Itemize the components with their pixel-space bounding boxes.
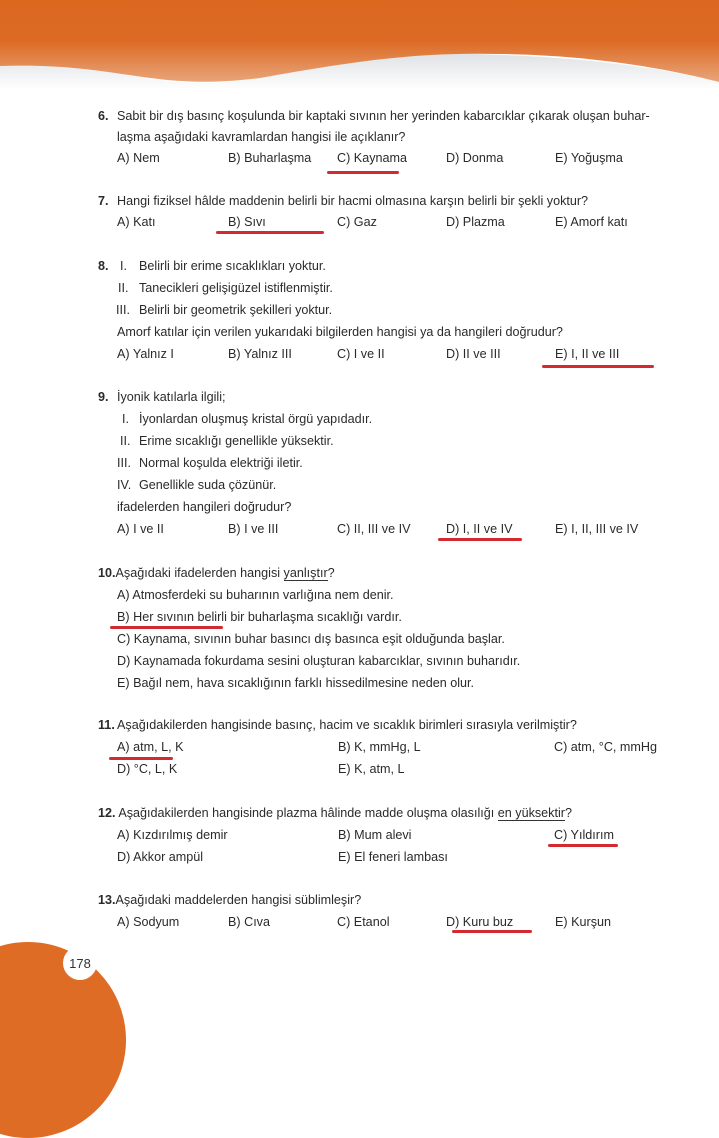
option-a[interactable]: A) Kızdırılmış demir (117, 828, 228, 842)
option-a[interactable]: A) I ve II (117, 522, 164, 536)
question-number: 10. (98, 566, 116, 580)
option-c[interactable]: C) Gaz (337, 215, 377, 229)
option-e[interactable]: E) Yoğuşma (555, 151, 623, 165)
option-e[interactable]: E) K, atm, L (338, 762, 405, 776)
option-b[interactable]: B) Yalnız III (228, 347, 292, 361)
option-d[interactable]: D) °C, L, K (117, 762, 178, 776)
option-e[interactable]: E) El feneri lambası (338, 850, 448, 864)
option-d[interactable]: D) Donma (446, 151, 504, 165)
statement-roman: III. (116, 303, 130, 317)
question-number: 12. (98, 806, 116, 820)
option-c[interactable]: C) II, III ve IV (337, 522, 411, 536)
option-d[interactable]: D) Plazma (446, 215, 505, 229)
question-number: 9. (98, 390, 109, 404)
answer-mark (452, 930, 532, 933)
question-text: Hangi fiziksel hâlde maddenin belirli bir hacmi olmasına karşın belirli bir şekli yoktur? (117, 194, 589, 208)
question-text: 10.Aşağıdaki ifadelerden hangisi yanlıştır? (98, 566, 335, 580)
question-text: Aşağıdakilerden hangisinde basınç, hacim ve sıcaklık birimleri sırasıyla verilmiştir? (117, 718, 577, 732)
option-c[interactable]: C) Kaynama (337, 151, 407, 165)
answer-mark (110, 626, 223, 629)
option-b[interactable]: B) I ve III (228, 522, 279, 536)
option-a[interactable]: A) Nem (117, 151, 160, 165)
option-b[interactable]: B) Mum alevi (338, 828, 412, 842)
option-b[interactable]: B) Cıva (228, 915, 270, 929)
option-c[interactable]: C) atm, °C, mmHg (554, 740, 657, 754)
option-d[interactable]: D) Kuru buz (446, 915, 514, 929)
answer-mark (327, 171, 399, 174)
statement-text: Belirli bir geometrik şekilleri yoktur. (139, 303, 333, 317)
page-corner-decoration (0, 942, 126, 1138)
statement-text: Tanecikleri gelişigüzel istiflenmiştir. (139, 281, 333, 295)
question-text: Sabit bir dış basınç koşulunda bir kaptaki sıvının her yerinden kabarcıklar çıkarak oluşan buhar- (117, 109, 650, 123)
statement-roman: I. (120, 259, 127, 273)
answer-mark (542, 365, 654, 368)
option-c[interactable]: C) Yıldırım (554, 828, 614, 842)
emphasis: yanlıştır (283, 566, 328, 580)
option-d[interactable]: D) II ve III (446, 347, 501, 361)
option-c[interactable]: C) Kaynama, sıvının buhar basıncı dış basınca eşit olduğunda başlar. (117, 632, 505, 646)
answer-mark (438, 538, 522, 541)
option-a[interactable]: A) Katı (117, 215, 156, 229)
option-b[interactable]: B) K, mmHg, L (338, 740, 421, 754)
question-intro: İyonik katılarla ilgili; (117, 390, 226, 404)
statement-roman: III. (117, 456, 131, 470)
question-text: laşma aşağıdaki kavramlardan hangisi ile açıklanır? (117, 130, 406, 144)
question-number: 11. (98, 718, 115, 732)
statement-text: Erime sıcaklığı genellikle yüksektir. (139, 434, 334, 448)
option-b[interactable]: B) Sıvı (228, 215, 266, 229)
header-wave-banner (0, 0, 719, 90)
emphasis: en yüksektir (497, 806, 565, 820)
statement-text: Normal koşulda elektriği iletir. (139, 456, 303, 470)
option-a[interactable]: A) Yalnız I (117, 347, 174, 361)
option-e[interactable]: E) Amorf katı (555, 215, 628, 229)
statement-text: Genellikle suda çözünür. (139, 478, 277, 492)
statement-roman: II. (118, 281, 129, 295)
page-number-badge (63, 946, 97, 980)
question-number: 13. (98, 893, 116, 907)
option-d[interactable]: D) Kaynamada fokurdama sesini oluşturan kabarcıklar, sıvının buharıdır. (117, 654, 521, 668)
option-b[interactable]: B) Buharlaşma (228, 151, 312, 165)
answer-mark (216, 231, 324, 234)
question-number: 7. (98, 194, 109, 208)
statement-text: İyonlardan oluşmuş kristal örgü yapıdadır. (139, 412, 373, 426)
option-b[interactable]: B) Her sıvının belirli bir buharlaşma sıcaklığı vardır. (117, 610, 402, 624)
option-e[interactable]: E) I, II ve III (555, 347, 620, 361)
option-e[interactable]: E) Bağıl nem, hava sıcaklığının farklı hissedilmesine neden olur. (117, 676, 475, 690)
option-a[interactable]: A) Atmosferdeki su buharının varlığına nem denir. (117, 588, 394, 602)
option-e[interactable]: E) I, II, III ve IV (555, 522, 639, 536)
question-prompt: Amorf katılar için verilen yukarıdaki bilgilerden hangisi ya da hangileri doğrudur? (117, 325, 563, 339)
option-c[interactable]: C) Etanol (337, 915, 390, 929)
option-d[interactable]: D) I, II ve IV (446, 522, 513, 536)
statement-roman: II. (120, 434, 131, 448)
question-prompt: ifadelerden hangileri doğrudur? (117, 500, 292, 514)
option-d[interactable]: D) Akkor ampül (117, 850, 204, 864)
page-number: 178 (69, 955, 91, 971)
statement-roman: IV. (117, 478, 132, 492)
question-text: 13.Aşağıdaki maddelerden hangisi süblimleşir? (98, 893, 362, 907)
option-a[interactable]: A) atm, L, K (117, 740, 184, 754)
statement-text: Belirli bir erime sıcaklıkları yoktur. (139, 259, 326, 273)
answer-mark (548, 844, 618, 847)
question-number: 6. (98, 109, 109, 123)
option-e[interactable]: E) Kurşun (555, 915, 611, 929)
statement-roman: I. (122, 412, 129, 426)
question-text: 12. Aşağıdakilerden hangisinde plazma hâlinde madde oluşma olasılığı en yüksektir? (98, 806, 572, 820)
question-number: 8. (98, 259, 109, 273)
option-a[interactable]: A) Sodyum (117, 915, 180, 929)
answer-mark (109, 757, 173, 760)
option-c[interactable]: C) I ve II (337, 347, 385, 361)
